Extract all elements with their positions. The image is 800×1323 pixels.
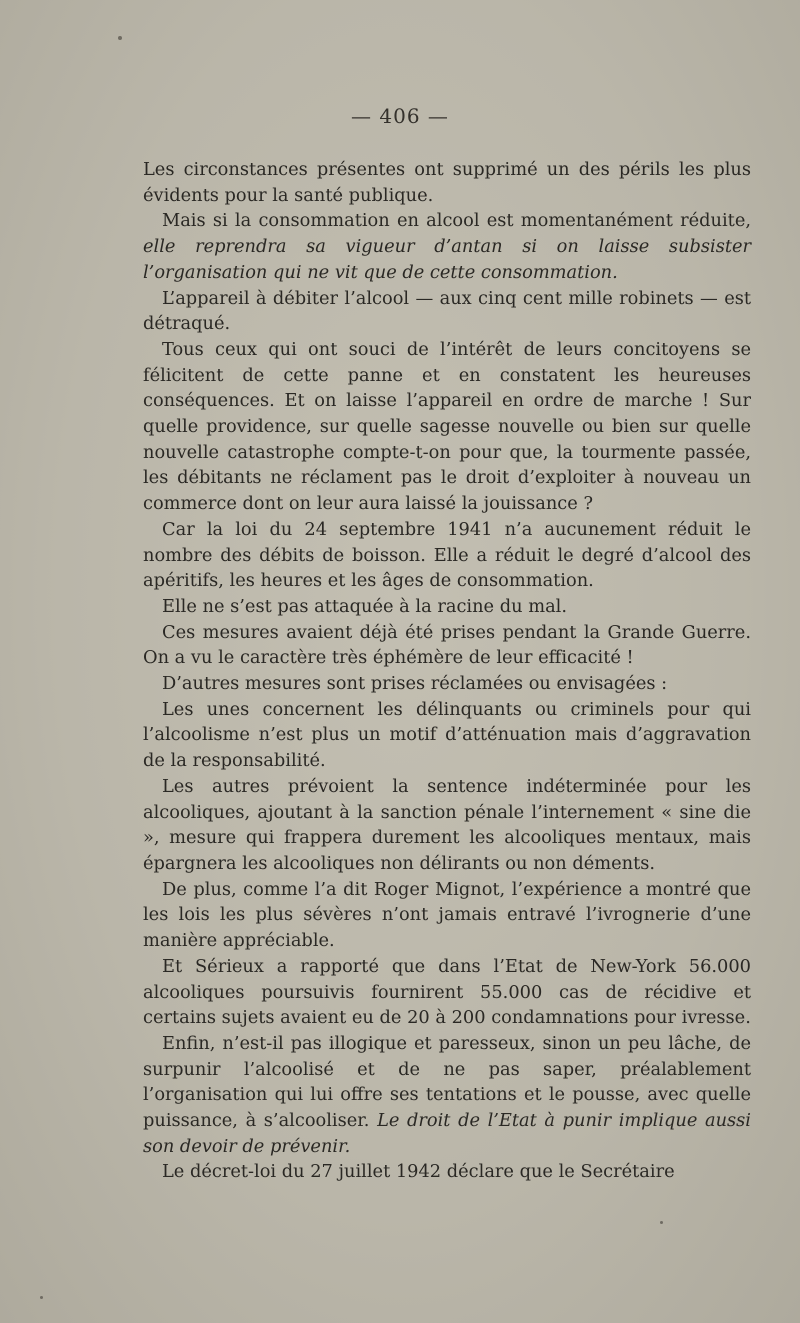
body-text [143, 157, 751, 1185]
paragraph [143, 697, 751, 774]
paragraph [143, 1031, 751, 1160]
paragraph [143, 877, 751, 954]
paragraph [143, 594, 751, 620]
paragraph [143, 337, 751, 517]
page-number: — 406 — [351, 104, 449, 128]
paragraph [143, 208, 751, 285]
paper-speck [660, 1221, 663, 1224]
text-segment: De plus, comme l’a dit Roger Mignot, l’expérience a montré que les lois les plus sévères n’ont jamais entravé l’ivrognerie d’une manière appréciable. [143, 878, 751, 952]
text-segment: Tous ceux qui ont souci de l’intérêt de leurs concitoyens se félicitent de cette panne et en constatent les heureuses conséquences. Et on laisse l’appareil en ordre de marche ! Sur quelle providence, sur quelle sagesse nouvelle ou bien sur quelle nouvelle catastrophe compte-t-on pour que, la tourmente passée, les débitants ne réclament pas le droit d’exploiter à nouveau un commerce dont on leur aura laissé la jouissance ? [143, 338, 751, 515]
italic-text: Le droit de l’Etat à punir implique aussi son devoir de prévenir. [143, 1110, 751, 1157]
paragraph [143, 157, 751, 208]
text-segment: Le décret-loi du 27 juillet 1942 déclare que le Secrétaire [162, 1161, 675, 1183]
text-segment: Mais si la consommation en alcool est momentanément réduite, [162, 210, 751, 232]
paper-speck [118, 36, 122, 40]
paragraph [143, 286, 751, 337]
paragraph [143, 1159, 751, 1185]
text-segment: Ces mesures avaient déjà été prises pendant la Grande Guerre. On a vu le caractère très éphémère de leur efficacité ! [143, 621, 751, 669]
paragraph [143, 954, 751, 1031]
paragraph [143, 620, 751, 671]
text-segment: Car la loi du 24 septembre 1941 n’a aucunement réduit le nombre des débits de boisson. Elle a réduit le degré d’alcool des apéritifs, les heures et les âges de consommation. [143, 518, 751, 592]
paragraph [143, 774, 751, 877]
paper-speck [40, 1296, 43, 1299]
text-segment: L’appareil à débiter l’alcool — aux cinq cent mille robinets — est détraqué. [143, 287, 751, 335]
text-segment: Enfin, n’est-il pas illogique et paresseux, sinon un peu lâche, de surpunir l’alcoolisé et de ne pas saper, préalablement l’organisation qui lui offre ses tentations et le pousse, avec quelle puissance, à s’alcooliser. [143, 1032, 751, 1132]
text-segment: Elle ne s’est pas attaquée à la racine du mal. [162, 595, 568, 617]
paragraph [143, 671, 751, 697]
paragraph [143, 517, 751, 594]
text-segment: Les autres prévoient la sentence indéterminée pour les alcooliques, ajoutant à la sanction pénale l’internement « sine die », mesure qui frappera durement les alcooliques mentaux, mais épargnera les alcooliques non délirants ou non déments. [143, 775, 751, 874]
text-segment: Les unes concernent les délinquants ou criminels pour qui l’alcoolisme n’est plus un motif d’atténuation mais d’aggravation de la responsabilité. [143, 698, 751, 772]
text-segment: Les circonstances présentes ont supprimé un des périls les plus évidents pour la santé publique. [143, 159, 751, 206]
italic-text: elle reprendra sa vigueur d’antan si on laisse subsister l’organisation qui ne vit que de cette consommation. [143, 236, 751, 283]
text-segment: D’autres mesures sont prises réclamées ou envisagées : [162, 673, 668, 695]
text-segment: Et Sérieux a rapporté que dans l’Etat de New-York 56.000 alcooliques poursuivis fournirent 55.000 cas de récidive et certains sujets avaient eu de 20 à 200 condamnations pour ivresse. [143, 955, 751, 1029]
